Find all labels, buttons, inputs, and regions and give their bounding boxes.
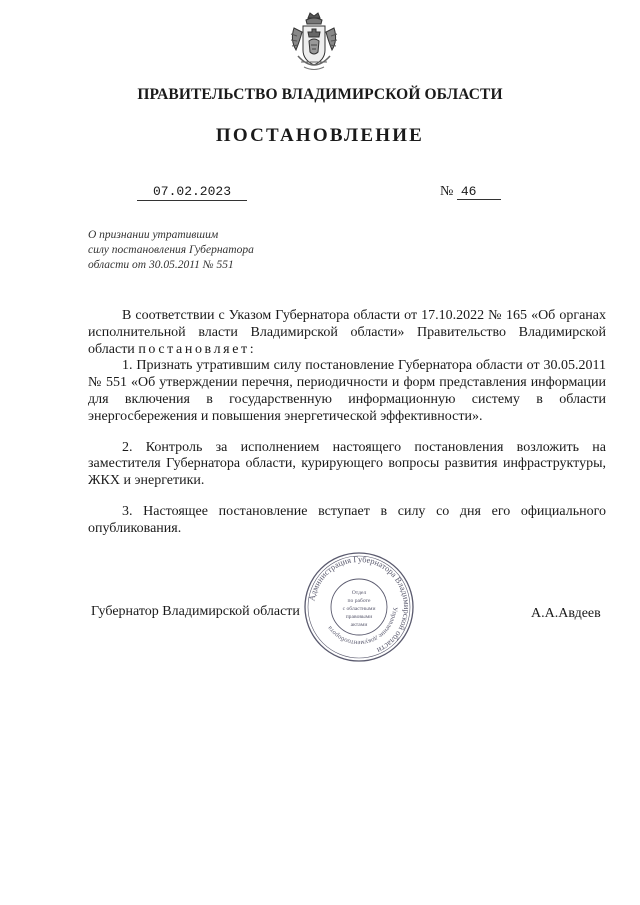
official-stamp	[302, 550, 416, 664]
document-type-title: ПОСТАНОВЛЕНИЕ	[215, 125, 425, 146]
number-value: 46	[457, 184, 501, 200]
coat-of-arms-icon	[288, 10, 340, 74]
signer-position: Губернатор Владимирской области	[91, 604, 300, 619]
document-date: 07.02.2023	[137, 184, 247, 201]
clause-3: 3. Настоящее постановление вступает в силу со дня его официального опубликования.	[88, 503, 606, 536]
government-title: ПРАВИТЕЛЬСТВО ВЛАДИМИРСКОЙ ОБЛАСТИ	[137, 86, 503, 103]
stamp-center-line: Отдел	[351, 590, 367, 596]
clause-2: 2. Контроль за исполнением настоящего постановления возложить на заместителя Губернатора области, курирующего вопросы развития инфраструктуры, ЖКХ и энергетики.	[88, 439, 606, 489]
resolves-word: постановляет:	[138, 341, 257, 357]
stamp-center-line: правовыми	[345, 614, 373, 620]
preamble-text: В соответствии с Указом Губернатора области от 17.10.2022 № 165 «Об органах исполнительной власти Владимирской области» Правительство Владимирской области	[88, 308, 606, 357]
document-number	[440, 184, 501, 200]
number-sign: №	[440, 184, 454, 199]
subject-line: области от 30.05.2011 № 551	[88, 259, 234, 271]
document-body	[88, 308, 606, 538]
stamp-center-line: по работе	[347, 598, 371, 604]
stamp-center-line: актами	[350, 622, 368, 628]
stamp-ring-inner-text: Управление документооборота	[326, 606, 399, 647]
preamble-paragraph	[88, 308, 606, 358]
subject-line: О признании утратившим	[88, 229, 219, 241]
stamp-ring-text: Администрация Губернатора Владимирской области	[307, 554, 412, 655]
signer-name: А.А.Авдеев	[531, 606, 601, 621]
clause-1: 1. Признать утратившим силу постановление Губернатора области от 30.05.2011 № 551 «Об утверждении перечня, периодичности и форм представления информации для включения в государственную информационную систему в области энергосбережения и повышения энергетической эффективности».	[88, 358, 606, 424]
stamp-center-line: с областными	[342, 606, 376, 612]
subject-line: силу постановления Губернатора	[88, 244, 254, 256]
document-subject	[88, 228, 318, 273]
